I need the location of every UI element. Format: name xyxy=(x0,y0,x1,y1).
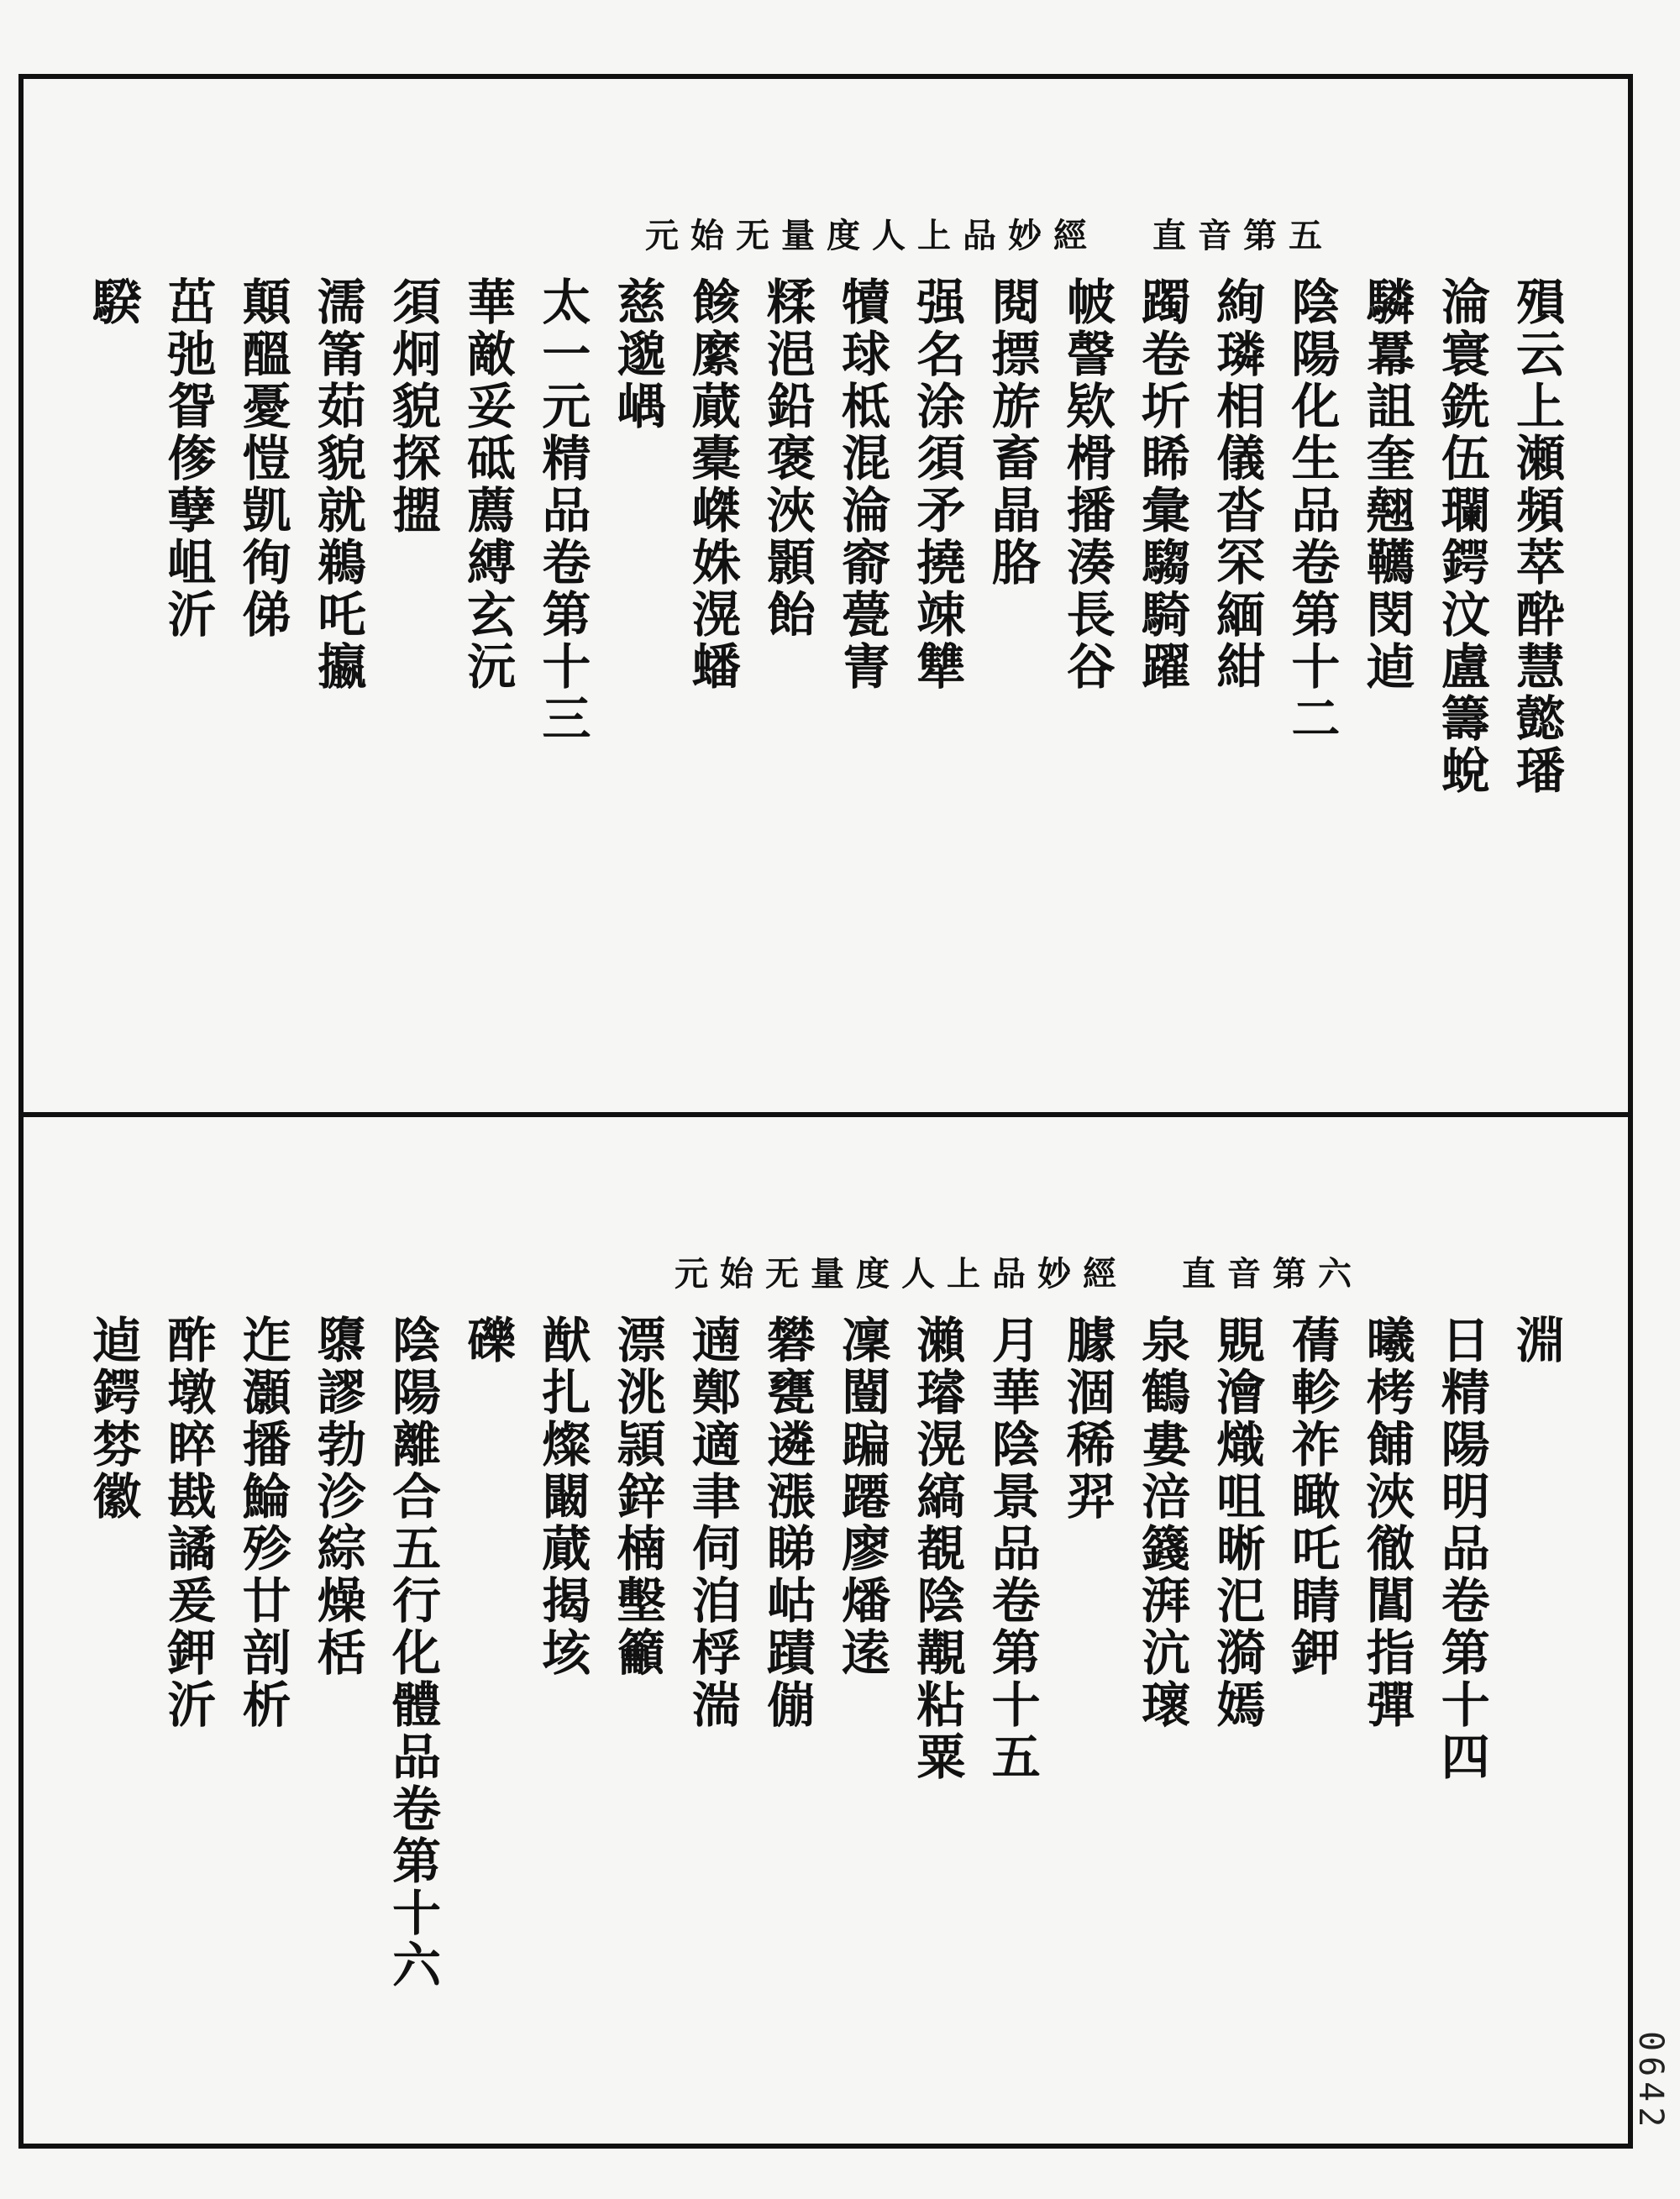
text-column: 慈邈嵎 xyxy=(608,276,666,433)
text-column: 逌鍔棼徽 xyxy=(84,1315,142,1523)
text-column: 淵 xyxy=(1508,1315,1565,1367)
section-label: 直音第六 xyxy=(1182,1254,1363,1294)
text-column: 猷扎燦闞蕆揭垓 xyxy=(533,1315,591,1679)
text-column: 茁弛眢偧孽岨沂 xyxy=(159,276,217,641)
page-divider xyxy=(24,1112,1628,1117)
chapter-heading: 月華陰景品卷第十五 xyxy=(983,1315,1041,1783)
text-column: 迮灝播鯩殄廿剖析 xyxy=(234,1315,291,1731)
upper-page xyxy=(57,96,1599,1095)
text-column: 餩縻蕆橐嵥姝滉蟠 xyxy=(683,276,741,693)
text-column: 瀨璿滉縞覩陰覯粘粟 xyxy=(908,1315,966,1783)
text-column: 絢璘相儀沓罙緬紺 xyxy=(1208,276,1266,693)
text-column: 糅浥鉛褒浹顥飴 xyxy=(758,276,816,641)
sutra-title: 元始无量度人上品妙經 xyxy=(645,216,1099,255)
text-column: 礫 xyxy=(459,1315,517,1367)
text-columns xyxy=(82,276,1574,1070)
section-label: 直音第五 xyxy=(1152,216,1334,255)
page-header xyxy=(675,1247,1363,1294)
text-column: 殞云上瀬頻萃酔慧懿璠 xyxy=(1508,276,1565,797)
text-column: 蒨軫祚瞰吒睛鉀 xyxy=(1283,1315,1341,1679)
sutra-title: 元始无量度人上品妙經 xyxy=(675,1254,1128,1294)
text-column: 顛醞憂愷凱徇俤 xyxy=(234,276,291,641)
text-column: 濡筩茹貌就鵜吒攍 xyxy=(308,276,366,693)
chapter-heading: 日精陽明品卷第十四 xyxy=(1432,1315,1490,1783)
text-column: 淪寰銑伍瓓鍔汶盧籌蛻 xyxy=(1432,276,1490,797)
text-column: 覞澮熾咀晰汜漪嫣 xyxy=(1208,1315,1266,1731)
text-column: 隳謬勃沴綜燥栝 xyxy=(308,1315,366,1679)
text-column: 閱摽旂畜晶胳 xyxy=(983,276,1041,589)
chapter-heading: 陰陽離合五行化體品卷第十六 xyxy=(383,1315,441,1992)
text-column: 華敵妥砥薦縛玄沅 xyxy=(459,276,517,693)
lower-page xyxy=(57,1134,1599,2133)
text-column: 遖鄭適聿伺洎桴湍 xyxy=(683,1315,741,1731)
text-column: 曦栲餔浹徹閶指彈 xyxy=(1357,1315,1415,1731)
text-column: 强名涂須矛撓竦犨 xyxy=(908,276,966,693)
page-frame xyxy=(18,74,1633,2149)
text-column: 須炯貌探擝 xyxy=(383,276,441,537)
text-column: 躅卷圻睎彙騶騎躍 xyxy=(1132,276,1190,693)
text-column: 礬甕遴漲睇岵蹟傰 xyxy=(758,1315,816,1731)
text-column: 泉鶴婁涪籛湃沆瓌 xyxy=(1132,1315,1190,1731)
text-column: 犢球柢混淪窬甍寈 xyxy=(833,276,891,693)
text-column: 帔謦欵榾播湊長谷 xyxy=(1058,276,1116,693)
text-column: 騤 xyxy=(84,276,142,328)
text-column: 驎羃詛奎翹韉閔逌 xyxy=(1357,276,1415,693)
text-column: 酢墩睟戡譎爰鉀沂 xyxy=(159,1315,217,1731)
text-column: 凜闓蹁蹮廖燔逺 xyxy=(833,1315,891,1679)
text-column: 臄涸稀羿 xyxy=(1058,1315,1116,1523)
text-column: 漂洮頴鋅楠墼籲 xyxy=(608,1315,666,1679)
text-columns xyxy=(82,1315,1574,2108)
page-number: 0642 xyxy=(1631,2031,1670,2133)
page-header xyxy=(645,209,1334,255)
chapter-heading: 陰陽化生品卷第十二 xyxy=(1283,276,1341,745)
chapter-heading: 太一元精品卷第十三 xyxy=(533,276,591,745)
